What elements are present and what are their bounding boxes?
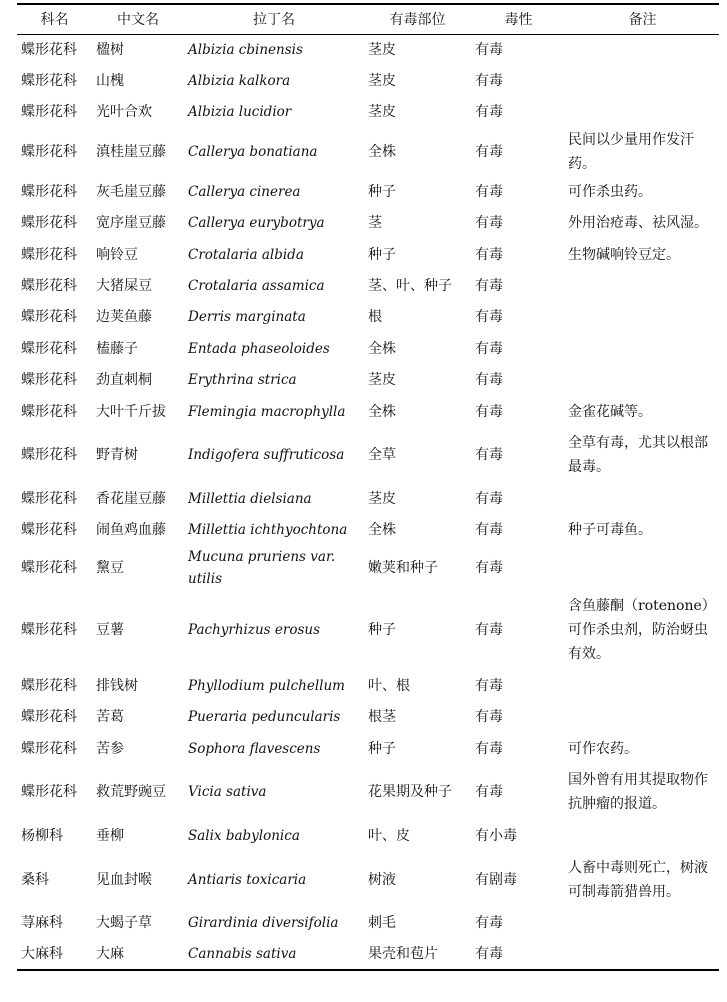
cell-toxic-part: 茎皮 <box>368 372 396 389</box>
cell-note: 可作杀虫药。 <box>568 183 652 200</box>
cell-chinese-name: 灰毛崖豆藤 <box>96 183 166 200</box>
cell-toxicity: 有剧毒 <box>475 871 517 888</box>
cell-chinese-name: 见血封喉 <box>96 871 152 888</box>
cell-note <box>566 701 719 732</box>
table-row <box>17 302 719 333</box>
cell-latin-name: Flemingia macrophylla <box>188 403 346 420</box>
cell-toxicity: 有毒 <box>475 41 503 58</box>
cell-toxic-part: 种子 <box>368 183 396 200</box>
cell-chinese-name: 边荚鱼藤 <box>96 309 152 326</box>
cell-latin-name: Salix babylonica <box>188 827 300 844</box>
cell-note <box>566 546 719 590</box>
cell-chinese-name: 救荒野豌豆 <box>96 784 166 801</box>
cell-latin-name: Phyllodium pulchellum <box>188 677 345 694</box>
cell-toxic-part: 全株 <box>368 522 396 539</box>
cell-chinese-name: 滇桂崖豆藤 <box>96 144 166 161</box>
table-row <box>17 764 719 820</box>
cell-latin-name: Antiaris toxicaria <box>188 871 307 888</box>
table-row <box>17 365 719 396</box>
cell-toxicity: 有毒 <box>475 447 503 464</box>
cell-family: 蝶形花科 <box>21 340 77 357</box>
cell-toxicity: 有毒 <box>475 309 503 326</box>
cell-latin-name: Albizia kalkora <box>188 73 291 90</box>
cell-toxicity: 有毒 <box>475 144 503 161</box>
cell-family: 荨麻科 <box>21 915 63 932</box>
cell-latin-name: Pachyrhizus erosus <box>188 622 321 639</box>
cell-note <box>566 365 719 396</box>
cell-chinese-name: 黧豆 <box>96 560 124 577</box>
cell-chinese-name: 苦葛 <box>96 709 124 726</box>
table-row <box>17 852 719 908</box>
cell-note <box>566 270 719 301</box>
cell-latin-name: Albizia cbinensis <box>188 41 303 58</box>
cell-latin-name: Pueraria peduncularis <box>188 709 341 726</box>
cell-chinese-name: 香花崖豆藤 <box>96 490 166 507</box>
table-row <box>17 239 719 270</box>
cell-toxic-part: 根 <box>368 309 382 326</box>
table-row <box>17 908 719 939</box>
table-row <box>17 427 719 483</box>
cell-note <box>566 483 719 514</box>
cell-chinese-name: 垂柳 <box>96 827 124 844</box>
cell-toxic-part: 刺毛 <box>368 915 396 932</box>
cell-toxic-part: 茎 <box>368 215 382 232</box>
table-row <box>17 590 719 670</box>
cell-toxic-part: 全株 <box>368 144 396 161</box>
cell-family: 蝶形花科 <box>21 309 77 326</box>
cell-chinese-name: 大叶千斤拔 <box>96 403 166 420</box>
cell-family: 蝶形花科 <box>21 41 77 58</box>
cell-note <box>566 34 719 65</box>
table-row <box>17 65 719 96</box>
cell-family: 蝶形花科 <box>21 490 77 507</box>
cell-chinese-name: 楹树 <box>96 41 124 58</box>
cell-toxic-part: 茎、叶、种子 <box>368 278 452 295</box>
cell-chinese-name: 豆薯 <box>96 622 124 639</box>
table-row <box>17 208 719 239</box>
cell-note <box>566 333 719 364</box>
cell-latin-name: Girardinia diversifolia <box>188 915 339 932</box>
cell-note: 生物碱响铃豆定。 <box>568 246 680 263</box>
cell-toxic-part: 茎皮 <box>368 41 396 58</box>
table-row <box>17 333 719 364</box>
cell-toxicity: 有毒 <box>475 522 503 539</box>
cell-toxicity: 有毒 <box>475 372 503 389</box>
cell-chinese-name: 大麻 <box>96 946 124 963</box>
cell-toxic-part: 茎皮 <box>368 490 396 507</box>
cell-note <box>566 820 719 851</box>
cell-note: 外用治疮毒、祛风湿。 <box>568 215 708 232</box>
cell-family: 蝶形花科 <box>21 183 77 200</box>
cell-toxicity: 有毒 <box>475 73 503 90</box>
cell-toxic-part: 花果期及种子 <box>368 784 452 801</box>
cell-toxicity: 有毒 <box>475 560 503 577</box>
cell-family: 大麻科 <box>21 946 63 963</box>
table-row <box>17 34 719 65</box>
cell-toxic-part: 果壳和苞片 <box>368 946 438 963</box>
cell-toxicity: 有毒 <box>475 246 503 263</box>
cell-family: 蝶形花科 <box>21 622 77 639</box>
table-row <box>17 701 719 732</box>
cell-family: 蝶形花科 <box>21 677 77 694</box>
cell-note <box>566 670 719 701</box>
cell-note: 金雀花碱等。 <box>568 403 652 420</box>
cell-toxic-part: 全株 <box>368 340 396 357</box>
cell-toxic-part: 茎皮 <box>368 73 396 90</box>
cell-toxicity: 有毒 <box>475 784 503 801</box>
table-row <box>17 670 719 701</box>
cell-latin-name: Indigofera suffruticosa <box>188 447 345 464</box>
cell-toxicity: 有小毒 <box>475 827 517 844</box>
header-family: 科名 <box>40 12 69 29</box>
cell-toxicity: 有毒 <box>475 709 503 726</box>
cell-family: 蝶形花科 <box>21 709 77 726</box>
cell-chinese-name: 大猪屎豆 <box>96 278 152 295</box>
cell-chinese-name: 响铃豆 <box>96 246 138 263</box>
cell-toxicity: 有毒 <box>475 740 503 757</box>
cell-latin-name: Crotalaria assamica <box>188 278 325 295</box>
cell-family: 蝶形花科 <box>21 215 77 232</box>
table-row <box>17 396 719 427</box>
header-note: 备注 <box>628 12 657 29</box>
cell-note: 民间以少量用作发汗药。 <box>568 132 694 173</box>
cell-toxic-part: 种子 <box>368 740 396 757</box>
cell-toxicity: 有毒 <box>475 403 503 420</box>
cell-family: 蝶形花科 <box>21 403 77 420</box>
cell-latin-name: Cannabis sativa <box>188 946 297 963</box>
cell-latin-name: Entada phaseoloides <box>188 340 330 357</box>
cell-note: 人畜中毒则死亡，树液可制毒箭猎兽用。 <box>568 859 708 900</box>
cell-toxicity: 有毒 <box>475 946 503 963</box>
cell-latin-name: Sophora flavescens <box>188 740 321 757</box>
cell-latin-name: Callerya cinerea <box>188 183 301 200</box>
cell-toxic-part: 全株 <box>368 403 396 420</box>
cell-note: 种子可毒鱼。 <box>568 522 652 539</box>
table-row <box>17 820 719 851</box>
cell-note: 国外曾有用其提取物作抗肿瘤的报道。 <box>568 772 708 813</box>
cell-toxicity: 有毒 <box>475 104 503 121</box>
cell-toxic-part: 种子 <box>368 622 396 639</box>
table-row <box>17 270 719 301</box>
cell-family: 蝶形花科 <box>21 104 77 121</box>
cell-family: 蝶形花科 <box>21 372 77 389</box>
cell-chinese-name: 闹鱼鸡血藤 <box>96 522 166 539</box>
table-row <box>17 546 719 590</box>
table-row <box>17 97 719 128</box>
cell-note <box>566 908 719 939</box>
table-row <box>17 483 719 514</box>
header-row <box>17 4 719 34</box>
cell-chinese-name: 野青树 <box>96 447 138 464</box>
table-row <box>17 939 719 970</box>
cell-family: 蝶形花科 <box>21 246 77 263</box>
cell-latin-name: Mucuna pruriens var. utilis <box>188 549 336 588</box>
cell-toxicity: 有毒 <box>475 915 503 932</box>
header-toxic-part: 有毒部位 <box>389 12 446 29</box>
cell-family: 桑科 <box>21 871 49 888</box>
cell-family: 蝶形花科 <box>21 522 77 539</box>
cell-latin-name: Crotalaria albida <box>188 246 304 263</box>
cell-latin-name: Derris marginata <box>188 309 306 326</box>
table-header <box>17 4 719 34</box>
cell-latin-name: Callerya eurybotrya <box>188 215 325 232</box>
header-chinese-name: 中文名 <box>117 12 159 29</box>
cell-chinese-name: 光叶合欢 <box>96 104 152 121</box>
cell-latin-name: Callerya bonatiana <box>188 144 318 161</box>
header-toxicity: 毒性 <box>504 12 533 29</box>
cell-toxic-part: 嫩荚和种子 <box>368 560 438 577</box>
cell-toxic-part: 树液 <box>368 871 396 888</box>
cell-family: 蝶形花科 <box>21 740 77 757</box>
cell-family: 蝶形花科 <box>21 278 77 295</box>
cell-note: 全草有毒，尤其以根部最毒。 <box>568 435 708 476</box>
cell-toxic-part: 全草 <box>368 447 396 464</box>
cell-family: 蝶形花科 <box>21 784 77 801</box>
cell-chinese-name: 山槐 <box>96 73 124 90</box>
cell-chinese-name: 苦参 <box>96 740 124 757</box>
cell-latin-name: Millettia ichthyochtona <box>188 522 348 539</box>
table-row <box>17 128 719 176</box>
cell-toxic-part: 茎皮 <box>368 104 396 121</box>
cell-chinese-name: 榼藤子 <box>96 340 138 357</box>
cell-note <box>566 97 719 128</box>
cell-family: 蝶形花科 <box>21 144 77 161</box>
cell-latin-name: Millettia dielsiana <box>188 490 312 507</box>
cell-note <box>566 939 719 970</box>
cell-note: 可作农药。 <box>568 740 638 757</box>
table-row <box>17 515 719 546</box>
cell-toxicity: 有毒 <box>475 278 503 295</box>
cell-toxic-part: 种子 <box>368 246 396 263</box>
cell-toxic-part: 根茎 <box>368 709 396 726</box>
table-row <box>17 733 719 764</box>
cell-chinese-name: 劲直刺桐 <box>96 372 152 389</box>
header-latin-name: 拉丁名 <box>253 12 295 29</box>
cell-latin-name: Albizia lucidior <box>188 104 292 121</box>
cell-chinese-name: 大蝎子草 <box>96 915 152 932</box>
cell-family: 蝶形花科 <box>21 73 77 90</box>
cell-note <box>566 65 719 96</box>
cell-latin-name: Erythrina strica <box>188 372 297 389</box>
cell-family: 蝶形花科 <box>21 560 77 577</box>
cell-family: 蝶形花科 <box>21 447 77 464</box>
cell-toxicity: 有毒 <box>475 622 503 639</box>
cell-toxicity: 有毒 <box>475 215 503 232</box>
cell-note: 含鱼藤酮（rotenone）可作杀虫剂，防治蚜虫有效。 <box>568 598 716 663</box>
cell-toxic-part: 叶、皮 <box>368 827 410 844</box>
cell-latin-name: Vicia sativa <box>188 784 267 801</box>
cell-toxicity: 有毒 <box>475 677 503 694</box>
cell-chinese-name: 宽序崖豆藤 <box>96 215 166 232</box>
cell-note <box>566 302 719 333</box>
cell-toxic-part: 叶、根 <box>368 677 410 694</box>
table-body <box>17 34 719 970</box>
cell-chinese-name: 排钱树 <box>96 677 138 694</box>
cell-toxicity: 有毒 <box>475 490 503 507</box>
cell-toxicity: 有毒 <box>475 340 503 357</box>
cell-toxicity: 有毒 <box>475 183 503 200</box>
toxic-plants-table <box>17 3 719 971</box>
cell-family: 杨柳科 <box>21 827 63 844</box>
table-row <box>17 176 719 207</box>
